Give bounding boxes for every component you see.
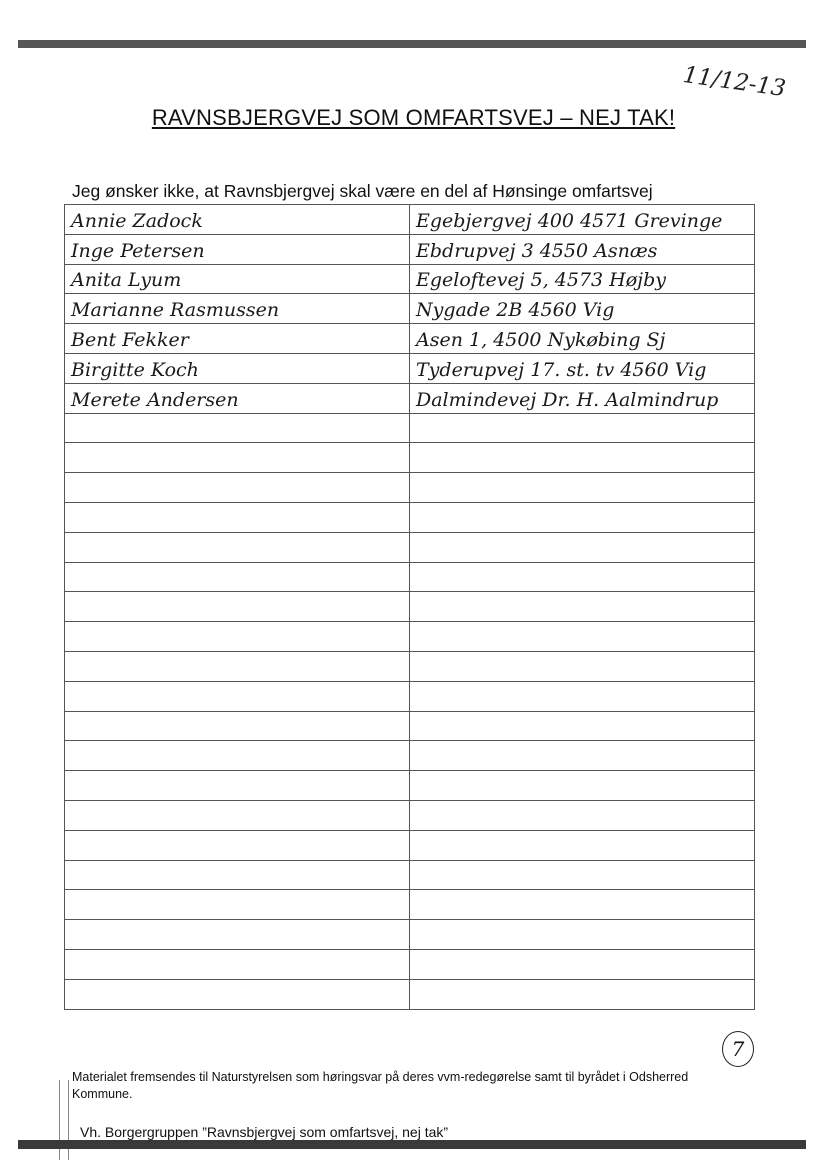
- signature-address: Egeloftevej 5, 4573 Højby: [410, 264, 755, 294]
- table-row: [65, 473, 755, 503]
- table-row: [65, 234, 755, 264]
- signature-address: [410, 920, 755, 950]
- page-number: 7: [722, 1031, 754, 1067]
- petition-statement: Jeg ønsker ikke, at Ravnsbjergvej skal være en del af Hønsinge omfartsvej: [72, 181, 653, 201]
- signature-address: [410, 830, 755, 860]
- table-row: [65, 353, 755, 383]
- signature-name: [65, 502, 410, 532]
- signature-address: [410, 741, 755, 771]
- signature-address: [410, 413, 755, 443]
- table-row: [65, 979, 755, 1009]
- signature-name: [65, 711, 410, 741]
- page-title: RAVNSBJERGVEJ SOM OMFARTSVEJ – NEJ TAK!: [151, 105, 676, 130]
- scan-bottom-border: [18, 1140, 806, 1149]
- table-row: [65, 681, 755, 711]
- signature-name: [65, 830, 410, 860]
- signature-address: Ebdrupvej 3 4550 Asnæs: [410, 234, 755, 264]
- signature-address: [410, 622, 755, 652]
- signature-name: Inge Petersen: [65, 234, 410, 264]
- table-row: [65, 324, 755, 354]
- signature-name: [65, 651, 410, 681]
- signature-address: [410, 860, 755, 890]
- table-row: [65, 830, 755, 860]
- signature-name: [65, 592, 410, 622]
- table-row: [65, 622, 755, 652]
- footnote: Materialet fremsendes til Naturstyrelsen som høringsvar på deres vvm-redegørelse samt til byrådet i Odsherred Kommune.: [72, 1070, 689, 1101]
- table-row: [65, 651, 755, 681]
- table-row: [65, 383, 755, 413]
- signature-name: Marianne Rasmussen: [65, 294, 410, 324]
- signature-address: Asen 1, 4500 Nykøbing Sj: [410, 324, 755, 354]
- signature-address: [410, 592, 755, 622]
- signature-address: Tyderupvej 17. st. tv 4560 Vig: [410, 353, 755, 383]
- signature-address: [410, 771, 755, 801]
- table-row: [65, 592, 755, 622]
- signature-name: Annie Zadock: [65, 205, 410, 235]
- table-row: [65, 532, 755, 562]
- signature-name: [65, 562, 410, 592]
- scan-top-border: [18, 40, 806, 48]
- signature-address: [410, 443, 755, 473]
- signature-name: Merete Andersen: [65, 383, 410, 413]
- table-row: [65, 890, 755, 920]
- signature-name: [65, 532, 410, 562]
- signature-address: [410, 473, 755, 503]
- signature-name: Birgitte Koch: [65, 353, 410, 383]
- signature-address: [410, 979, 755, 1009]
- table-row: [65, 711, 755, 741]
- signature-name: [65, 413, 410, 443]
- signature-address: Egebjergvej 400 4571 Grevinge: [410, 205, 755, 235]
- signature-name: [65, 741, 410, 771]
- signature-name: [65, 979, 410, 1009]
- signature-table: [64, 204, 755, 1010]
- table-row: [65, 860, 755, 890]
- table-row: [65, 413, 755, 443]
- table-row: [65, 205, 755, 235]
- signature-name: Bent Fekker: [65, 324, 410, 354]
- signature-name: [65, 860, 410, 890]
- signature-address: [410, 711, 755, 741]
- signature-address: [410, 651, 755, 681]
- table-row: [65, 771, 755, 801]
- signature-address: [410, 532, 755, 562]
- signature-name: [65, 890, 410, 920]
- signature-name: [65, 473, 410, 503]
- table-row: [65, 741, 755, 771]
- signature-address: Dalmindevej Dr. H. Aalmindrup: [410, 383, 755, 413]
- signature-name: [65, 949, 410, 979]
- signature-address: [410, 502, 755, 532]
- signature-name: Anita Lyum: [65, 264, 410, 294]
- signature-address: [410, 949, 755, 979]
- signature-name: [65, 681, 410, 711]
- signature-name: [65, 443, 410, 473]
- signature-address: [410, 562, 755, 592]
- table-row: [65, 443, 755, 473]
- signature-name: [65, 771, 410, 801]
- signature-address: [410, 800, 755, 830]
- table-row: [65, 949, 755, 979]
- signature-name: [65, 622, 410, 652]
- signature-name: [65, 800, 410, 830]
- signature-name: [65, 920, 410, 950]
- table-row: [65, 920, 755, 950]
- signature-address: Nygade 2B 4560 Vig: [410, 294, 755, 324]
- table-row: [65, 562, 755, 592]
- table-row: [65, 264, 755, 294]
- signoff: Vh. Borgergruppen ”Ravnsbjergvej som omfartsvej, nej tak”: [80, 1124, 449, 1140]
- table-row: [65, 800, 755, 830]
- signature-address: [410, 681, 755, 711]
- signature-address: [410, 890, 755, 920]
- handwritten-date: 11/12-13: [681, 62, 788, 103]
- table-row: [65, 294, 755, 324]
- table-row: [65, 502, 755, 532]
